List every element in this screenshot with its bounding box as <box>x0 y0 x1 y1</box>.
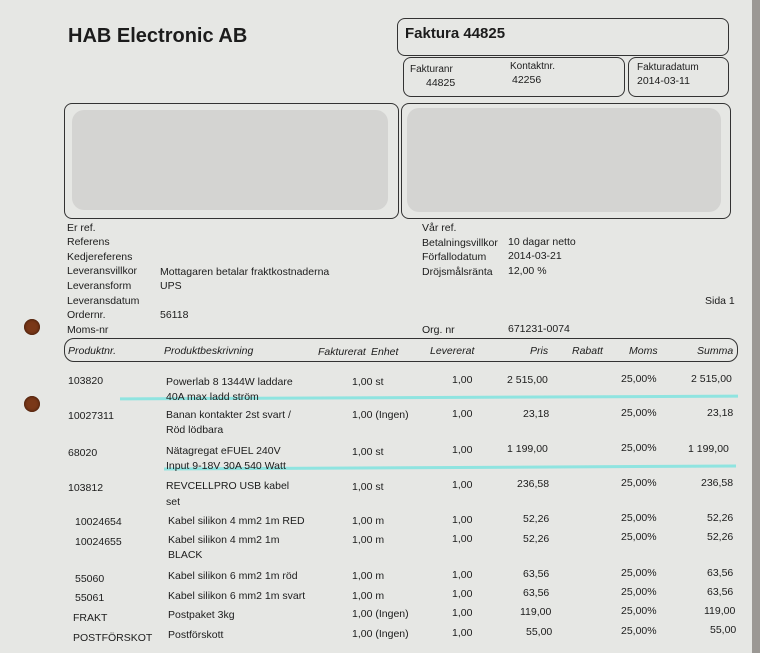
row-moms: 25,00% <box>621 625 657 637</box>
row-pris: 1 199,00 <box>507 443 548 455</box>
company-name: HAB Electronic AB <box>68 25 248 47</box>
row-pris: 236,58 <box>517 478 550 490</box>
row-summa: 236,58 <box>701 477 734 489</box>
row-fakturerat: 1,00 m <box>352 570 385 582</box>
field-label: Vår ref. <box>422 222 457 234</box>
row-description: Kabel silikon 6 mm2 1m svart <box>168 590 306 602</box>
field-label: Leveransform <box>67 280 132 292</box>
row-pris: 52,26 <box>523 513 550 525</box>
header-enhet: Enhet <box>371 346 399 358</box>
invoice-title: Faktura 44825 <box>405 25 506 42</box>
field-label: Betalningsvillkor <box>422 237 498 249</box>
field-value: 56118 <box>160 309 189 321</box>
row-produktnr: 103812 <box>68 482 104 494</box>
row-produktnr: 103820 <box>68 375 104 387</box>
row-levererat: 1,00 <box>452 479 473 491</box>
row-moms: 25,00% <box>621 407 657 419</box>
row-summa: 2 515,00 <box>691 373 732 385</box>
row-summa: 1 199,00 <box>688 443 729 455</box>
row-produktnr: 10024654 <box>75 516 122 528</box>
row-summa: 55,00 <box>710 624 737 636</box>
field-value: 12,00 % <box>508 265 547 277</box>
row-fakturerat: 1,00 (Ingen) <box>352 409 409 421</box>
row-description: set <box>166 496 181 508</box>
row-fakturerat: 1,00 m <box>352 515 385 527</box>
field-label: Leveransvillkor <box>67 265 138 277</box>
page-number: Sida 1 <box>705 295 735 307</box>
row-moms: 25,00% <box>621 531 657 543</box>
row-description: Röd lödbara <box>166 424 224 436</box>
header-summa: Summa <box>697 345 734 357</box>
row-levererat: 1,00 <box>452 569 473 581</box>
row-levererat: 1,00 <box>452 588 473 600</box>
row-description: Kabel silikon 6 mm2 1m röd <box>168 570 298 582</box>
header-rabatt: Rabatt <box>572 345 603 357</box>
row-description: BLACK <box>168 549 203 561</box>
row-description: Powerlab 8 1344W laddare <box>166 376 293 388</box>
row-levererat: 1,00 <box>452 607 473 619</box>
row-produktnr: 55061 <box>75 592 105 604</box>
row-produktnr: 10027311 <box>68 410 114 422</box>
kontaktnr-value: 42256 <box>512 74 542 86</box>
row-description: Postpaket 3kg <box>168 609 235 621</box>
row-levererat: 1,00 <box>452 627 473 639</box>
field-label: Ordernr. <box>67 309 106 321</box>
row-levererat: 1,00 <box>452 374 473 386</box>
row-description: REVCELLPRO USB kabel <box>166 480 290 492</box>
row-levererat: 1,00 <box>452 408 473 420</box>
punch-hole <box>24 396 40 412</box>
row-moms: 25,00% <box>621 586 657 598</box>
row-pris: 63,56 <box>523 568 550 580</box>
row-moms: 25,00% <box>621 567 657 579</box>
field-value: Mottagaren betalar fraktkostnaderna <box>160 266 330 278</box>
field-value: 2014-03-21 <box>508 250 562 262</box>
field-label: Förfallodatum <box>422 251 487 263</box>
row-pris: 55,00 <box>526 626 553 638</box>
field-label: Moms-nr <box>67 324 109 336</box>
row-pris: 119,00 <box>520 606 552 618</box>
row-summa: 119,00 <box>704 605 736 617</box>
row-moms: 25,00% <box>621 442 657 454</box>
row-summa: 52,26 <box>707 531 734 543</box>
header-moms: Moms <box>629 345 658 357</box>
field-label: Dröjsmålsränta <box>422 266 493 278</box>
fakturanr-label: Fakturanr <box>410 64 453 75</box>
row-fakturerat: 1,00 (Ingen) <box>352 608 409 620</box>
row-summa: 23,18 <box>707 407 734 419</box>
row-fakturerat: 1,00 m <box>352 590 385 602</box>
field-label: Kedjereferens <box>67 251 133 263</box>
row-produktnr: 68020 <box>68 447 98 459</box>
row-pris: 2 515,00 <box>507 374 548 386</box>
row-produktnr: 10024655 <box>75 536 122 548</box>
row-description: Kabel silikon 4 mm2 1m <box>168 534 280 546</box>
row-fakturerat: 1,00 st <box>352 376 384 388</box>
header-produktnr: Produktnr. <box>68 345 117 357</box>
row-moms: 25,00% <box>621 605 657 617</box>
field-label: Referens <box>67 236 110 248</box>
field-value: 10 dagar netto <box>508 236 576 248</box>
row-levererat: 1,00 <box>452 514 473 526</box>
row-fakturerat: 1,00 st <box>352 446 384 458</box>
row-description: Banan kontakter 2st svart / <box>166 409 291 421</box>
row-moms: 25,00% <box>621 512 657 524</box>
org-value: 671231-0074 <box>508 323 570 335</box>
fakturadatum-value: 2014-03-11 <box>637 75 690 87</box>
row-moms: 25,00% <box>621 477 657 489</box>
row-produktnr: FRAKT <box>73 612 108 624</box>
header-produktbeskrivning: Produktbeskrivning <box>164 345 254 357</box>
row-pris: 52,26 <box>523 533 550 545</box>
field-label: Leveransdatum <box>67 295 140 307</box>
header-levererat: Levererat <box>430 345 475 357</box>
row-description: 40A max ladd ström <box>166 391 259 403</box>
punch-hole <box>24 319 40 335</box>
row-fakturerat: 1,00 m <box>352 534 385 546</box>
header-fakturerat: Fakturerat <box>318 346 366 358</box>
field-value: UPS <box>160 280 182 292</box>
row-summa: 63,56 <box>707 586 734 598</box>
fakturadatum-label: Fakturadatum <box>637 62 699 73</box>
fakturanr-value: 44825 <box>426 77 456 89</box>
row-produktnr: POSTFÖRSKOT <box>73 632 153 644</box>
row-fakturerat: 1,00 st <box>352 481 384 493</box>
org-label: Org. nr <box>422 324 455 336</box>
row-levererat: 1,00 <box>452 444 473 456</box>
header-pris: Pris <box>530 345 549 357</box>
row-moms: 25,00% <box>621 373 657 385</box>
row-description: Nätagregat eFUEL 240V <box>166 445 281 457</box>
field-label: Er ref. <box>67 222 96 234</box>
row-pris: 23,18 <box>523 408 550 420</box>
row-produktnr: 55060 <box>75 573 105 585</box>
row-description: Kabel silikon 4 mm2 1m RED <box>168 515 305 527</box>
row-levererat: 1,00 <box>452 533 473 545</box>
row-summa: 63,56 <box>707 567 734 579</box>
row-pris: 63,56 <box>523 587 550 599</box>
row-summa: 52,26 <box>707 512 734 524</box>
kontaktnr-label: Kontaktnr. <box>510 61 556 72</box>
redacted-area <box>407 108 721 212</box>
row-description: Input 9-18V 30A 540 Watt <box>166 460 286 472</box>
row-description: Postförskott <box>168 629 224 641</box>
row-fakturerat: 1,00 (Ingen) <box>352 628 409 640</box>
redacted-area <box>72 110 388 210</box>
